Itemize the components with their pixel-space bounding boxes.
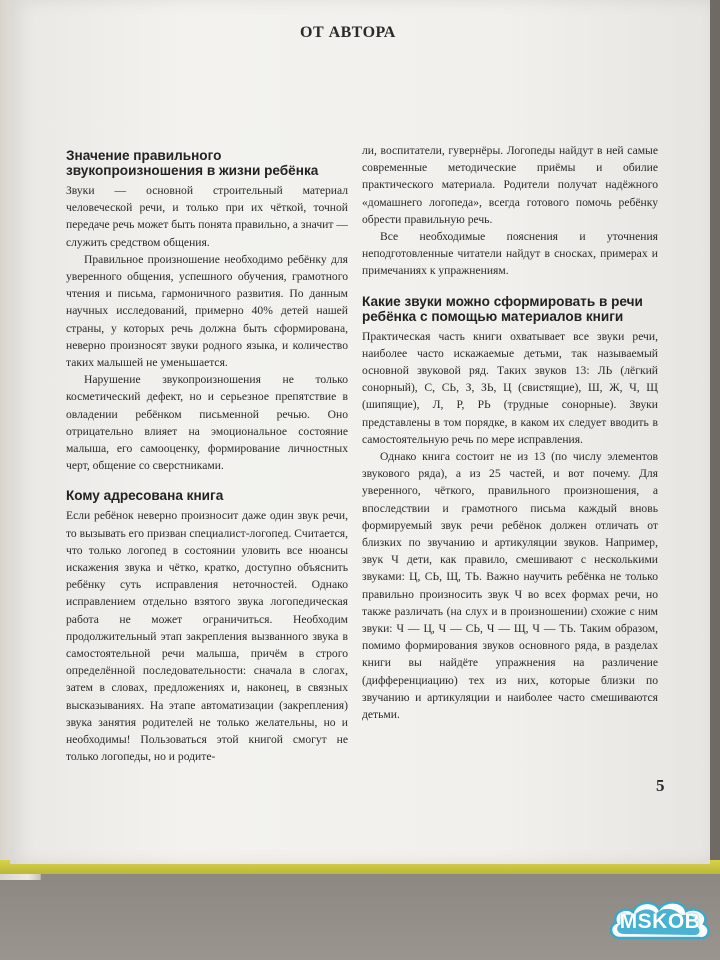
right-column: [362, 142, 658, 723]
page-title: ОТ АВТОРА: [300, 24, 396, 41]
page-number: 5: [656, 776, 665, 795]
paragraph: Практическая часть книги охватывает все звуки речи, наиболее часто искажаемые детьми, так называемый основной звуковой ряд. Таких звуков 13: ЛЬ (лёгкий сонорный), С, СЬ, З, ЗЬ, Ц (свистящие), Ш, Ж, Ч, Щ (шипящие), Л, Р, РЬ (трудные сонорные). Звуки представлены в том порядке, в каком их следует вводить в самостоятельную речь по мере исправления.: [362, 329, 658, 446]
paragraph: Однако книга состоит не из 13 (по числу элементов звукового ряда), а из 25 частей, и вот почему. Для уверенного, чёткого, правильного произношения, а впоследствии и грамотного письма каждый вновь формируемый звук речи ребёнок должен отличать от близких по звучанию и артикуляции звуков. Например, звук Ч дети, как правило, смешивают с несколькими звуками: Ц, СЬ, Щ, ТЬ. Важно научить ребёнка не только правильно произносить звук Ч во всех формах речи, но также различать (на слух и в произношении) схожие с ним звуки: Ч — Ц, Ч — СЬ, Ч — Щ, Ч — ТЬ. Таким образом, помимо формирования звуков основного ряда, в разделах книги вы найдёте упражнения на различение (дифференциацию) тех из них, которые близки по звучанию и артикуляции и наиболее часто смешиваются детьми.: [362, 450, 658, 722]
paragraph: Правильное произношение необходимо ребёнку для уверенного общения, успешного обучения, грамотного чтения и письма, гармоничного развития. По данным научных исследований, примерно 40% детей нашей страны, у которых речь должна быть сформирована, неверно произносят звуки родного языка, и количество таких малышей не уменьшается.: [66, 252, 348, 370]
section-heading: Кому адресована книга: [66, 488, 224, 504]
paragraph: ли, воспитатели, гувернёры. Логопеды найдут в ней самые современные методические приёмы и обилие практического материала. Родители получат надёжного «домашнего логопеда», всегда готового помочь ребёнку обрести правильную речь.: [362, 144, 658, 226]
section-heading: Какие звуки можно сформировать в речи ребёнка с помощью материалов книги: [362, 293, 643, 324]
paragraph: Нарушение звукопроизношения не только косметический дефект, но и серьезное препятствие в овладении ребёнком письменной речью. Оно отрицательно влияет на эмоциональное состояние малыша, его самооценку, формирование личностных черт, общение со сверстниками.: [66, 373, 348, 473]
paragraph: Если ребёнок неверно произносит даже один звук речи, то вызывать его призван специалист-логопед. Считается, что только логопед в состоянии уловить все нюансы искажения звука и чётко, кратко, доступно объяснить ребёнку суть исправления неточностей. Однако исправлением отдельно взятого звука логопедическая работа не может ограничиться. Необходим продолжительный этап закрепления вызванного звука в самостоятельной речи малыша, причём в строго определённой последовательности: сначала в слогах, затем в словах, предложениях и, наконец, в связных высказываниях. На этапе автоматизации (закрепления) звука занятия родителей не только желательны, но и необходимы! Пользоваться этой книгой смогут не только логопеды, но и родите-: [66, 509, 348, 764]
paragraph: Все необходимые пояснения и уточнения неподготовленные читатели найдут в сносках, примерах и примечаниях к упражнениям.: [362, 230, 658, 278]
paragraph: Звуки — основной строительный материал человеческой речи, и только при их чёткой, точной передаче речь может быть понята правильно, а значит — служить средством общения.: [66, 184, 348, 249]
book-page: [10, 0, 710, 864]
section-heading: Значение правильного звукопроизношения в жизни ребёнка: [66, 148, 319, 178]
watermark-text: MSKOB: [619, 910, 701, 933]
left-column: [66, 142, 348, 766]
watermark-logo: [606, 896, 714, 948]
